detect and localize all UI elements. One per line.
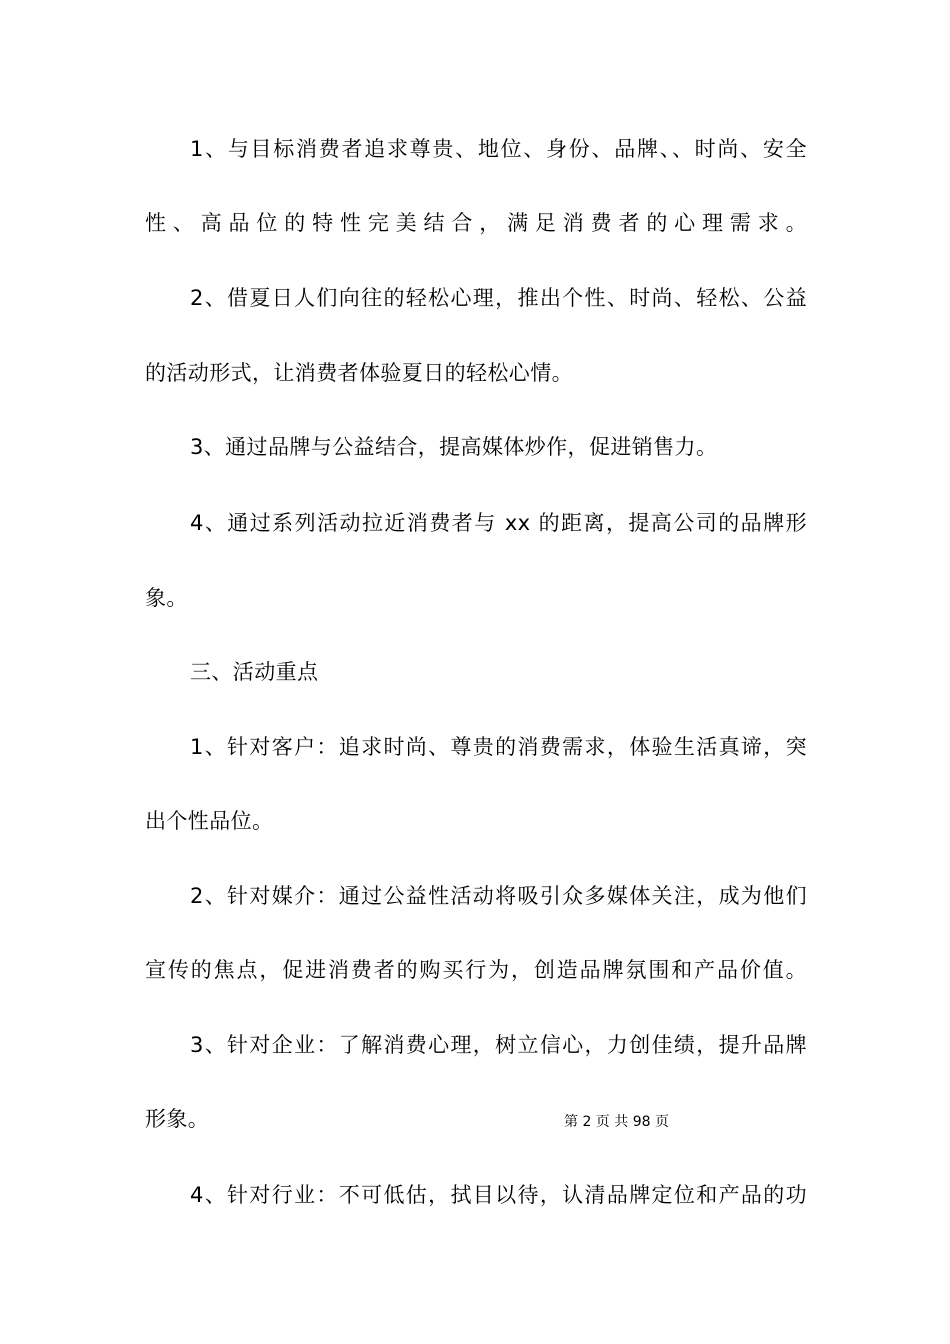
paragraph-line: 的活动形式，让消费者体验夏日的轻松心情。	[145, 361, 573, 385]
page-number-footer: 第 2 页 共 98 页	[564, 1114, 669, 1130]
paragraph-line: 4、通过系列活动拉近消费者与 xx 的距离，提高公司的品牌形	[190, 511, 807, 535]
paragraph-line: 2、借夏日人们向往的轻松心理，推出个性、时尚、轻松、公益	[190, 286, 807, 310]
paragraph-line: 宣传的焦点，促进消费者的购买行为，创造品牌氛围和产品价值。	[145, 958, 807, 982]
paragraph-line: 4、针对行业：不可低估，拭目以待，认清品牌定位和产品的功	[190, 1183, 807, 1207]
paragraph-line: 出个性品位。	[145, 809, 274, 833]
paragraph-line: 3、通过品牌与公益结合，提高媒体炒作，促进销售力。	[190, 435, 718, 459]
section-heading: 三、活动重点	[190, 660, 319, 684]
paragraph-line: 性、高品位的特性完美结合，满足消费者的心理需求。	[145, 211, 807, 235]
paragraph-line: 象。	[145, 586, 188, 610]
paragraph-line: 形象。	[145, 1107, 210, 1131]
paragraph-line: 1、针对客户：追求时尚、尊贵的消费需求，体验生活真谛，突	[190, 735, 807, 759]
paragraph-line: 2、针对媒介：通过公益性活动将吸引众多媒体关注，成为他们	[190, 884, 807, 908]
paragraph-line: 1、与目标消费者追求尊贵、地位、身份、品牌、、时尚、安全	[190, 137, 807, 161]
paragraph-line: 3、针对企业：了解消费心理，树立信心，力创佳绩，提升品牌	[190, 1033, 807, 1057]
